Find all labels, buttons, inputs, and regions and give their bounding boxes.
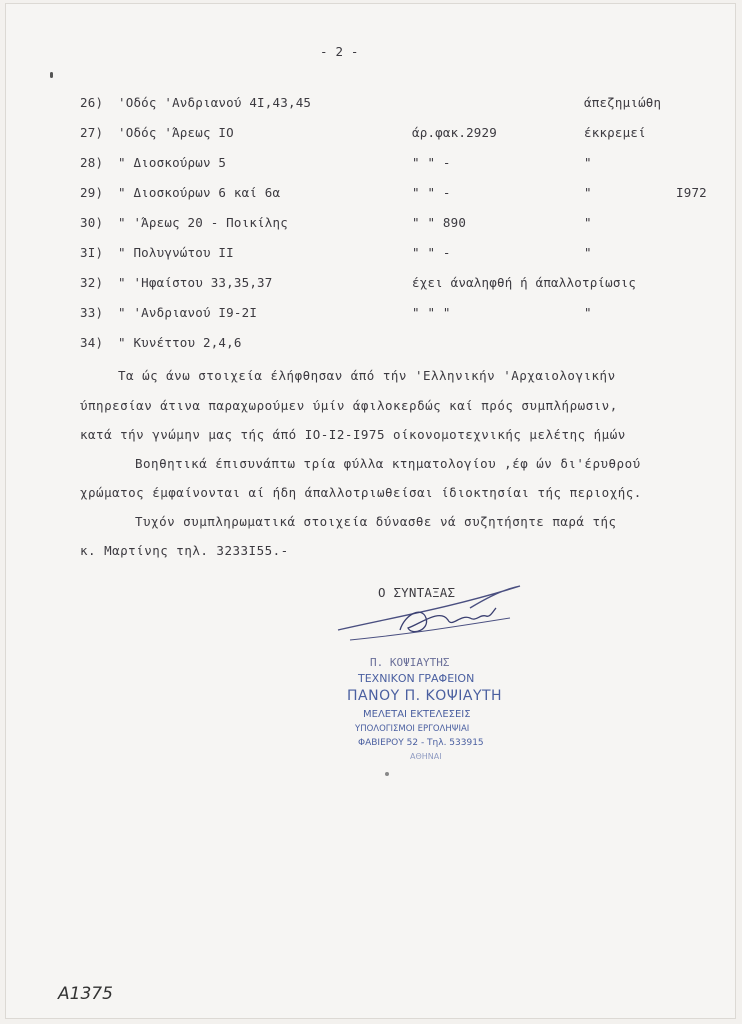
signature-heading: Ο ΣΥΝΤΑΞΑΣ [378, 585, 456, 600]
row-c3: έχει άναληφθή ή άπαλλοτρίωσις [412, 275, 637, 290]
page-number: - 2 - [320, 44, 359, 59]
paragraph-line-7: κ. Μαρτίνης τηλ. 3233Ι55.- [80, 543, 289, 558]
stamp-line-4: ΥΠΟΛΟΓΙΣΜΟΙ ΕΡΓΟΛΗΨΙΑΙ [355, 724, 470, 734]
row-num: 33) [80, 305, 104, 320]
row-c4: " [584, 185, 592, 200]
list-row [0, 215, 742, 235]
row-num: 27) [80, 125, 104, 140]
row-street: " Πολυγνώτου ΙΙ [118, 245, 234, 260]
row-c4: " [584, 305, 592, 320]
paragraph-line-3: κατά τήν γνώμην μας τής άπό ΙΟ-Ι2-Ι975 οίκονομοτεχνικής μελέτης ήμών [80, 427, 626, 442]
stamp-line-3: ΜΕΛΕΤΑΙ ΕΚΤΕΛΕΣΕΙΣ [363, 709, 471, 720]
list-row [0, 155, 742, 175]
row-street: " Κυνέττου 2,4,6 [118, 335, 242, 350]
list-row [0, 245, 742, 265]
ink-spot [385, 772, 389, 776]
row-street: " 'Ανδριανού Ι9-2Ι [118, 305, 258, 320]
row-c3: " " - [412, 245, 451, 260]
row-street: 'Οδός 'Άρεως ΙΟ [118, 125, 234, 140]
row-num: 34) [80, 335, 104, 350]
row-c4: έκκρεμεί [584, 125, 646, 140]
paragraph-line-6: Τυχόν συμπληρωματικά στοιχεία δύνασθε νά συζητήσητε παρά τής [135, 514, 617, 529]
row-street: 'Οδός 'Ανδριανού 4Ι,43,45 [118, 95, 312, 110]
signature-scribble [330, 578, 530, 644]
list-row [0, 125, 742, 145]
row-street: " Διοσκούρων 5 [118, 155, 227, 170]
list-row [0, 335, 742, 355]
row-c4: άπεζημιώθη [584, 95, 662, 110]
paragraph-line-4: Βοηθητικά έπισυνάπτω τρία φύλλα κτηματολογίου ,έφ ών δι'έρυθρού [135, 456, 641, 471]
paragraph-line-5: χρώματος έμφαίνονται αί ήδη άπαλλοτριωθείσαι ίδιοκτησίαι τής περιοχής. [80, 485, 642, 500]
row-street: " Διοσκούρων 6 καί 6α [118, 185, 281, 200]
row-num: 32) [80, 275, 104, 290]
row-num: 26) [80, 95, 104, 110]
row-num: 30) [80, 215, 104, 230]
row-num: 29) [80, 185, 104, 200]
stamp-line-5: ΦΑΒΙΕΡΟΥ 52 - Τηλ. 533915 [358, 738, 484, 748]
row-num: 28) [80, 155, 104, 170]
row-c4: " [584, 245, 592, 260]
row-street: " 'Ηφαίστου 33,35,37 [118, 275, 273, 290]
row-street: " 'Άρεως 20 - Ποικίλης [118, 215, 288, 230]
row-c4: " [584, 215, 592, 230]
list-row [0, 185, 742, 205]
row-c4: " [584, 155, 592, 170]
stamp-line-1: ΤΕΧΝΙΚΟΝ ΓΡΑΦΕΙΟΝ [358, 672, 475, 685]
row-c3: " " - [412, 155, 451, 170]
archive-id: A1375 [58, 984, 113, 1004]
row-c5: Ι972 [676, 185, 707, 200]
row-c3: " " " [412, 305, 451, 320]
list-row [0, 275, 742, 295]
paper-mark [50, 72, 53, 78]
row-num: 3Ι) [80, 245, 104, 260]
paragraph-line-1: Τα ώς άνω στοιχεία έλήφθησαν άπό τήν 'Ελληνικήν 'Αρχαιολογικήν [118, 368, 616, 383]
list-row [0, 95, 742, 115]
paragraph-line-2: ύπηρεσίαν άτινα παραχωρούμεν ύμίν άφιλοκερδώς καί πρός συμπλήρωσιν, [80, 398, 618, 413]
stamp-line-2: ΠΑΝΟΥ Π. ΚΟΨΙΑΥΤΗ [347, 688, 503, 704]
row-c3: " " - [412, 185, 451, 200]
stamp-line-6: ΑΘΗΝΑΙ [410, 752, 442, 761]
signatory-name: Π. ΚΟΨΙΑΥΤΗΣ [370, 656, 450, 669]
row-c3: άρ.φακ.2929 [412, 125, 497, 140]
row-c3: " " 890 [412, 215, 467, 230]
list-row [0, 305, 742, 325]
